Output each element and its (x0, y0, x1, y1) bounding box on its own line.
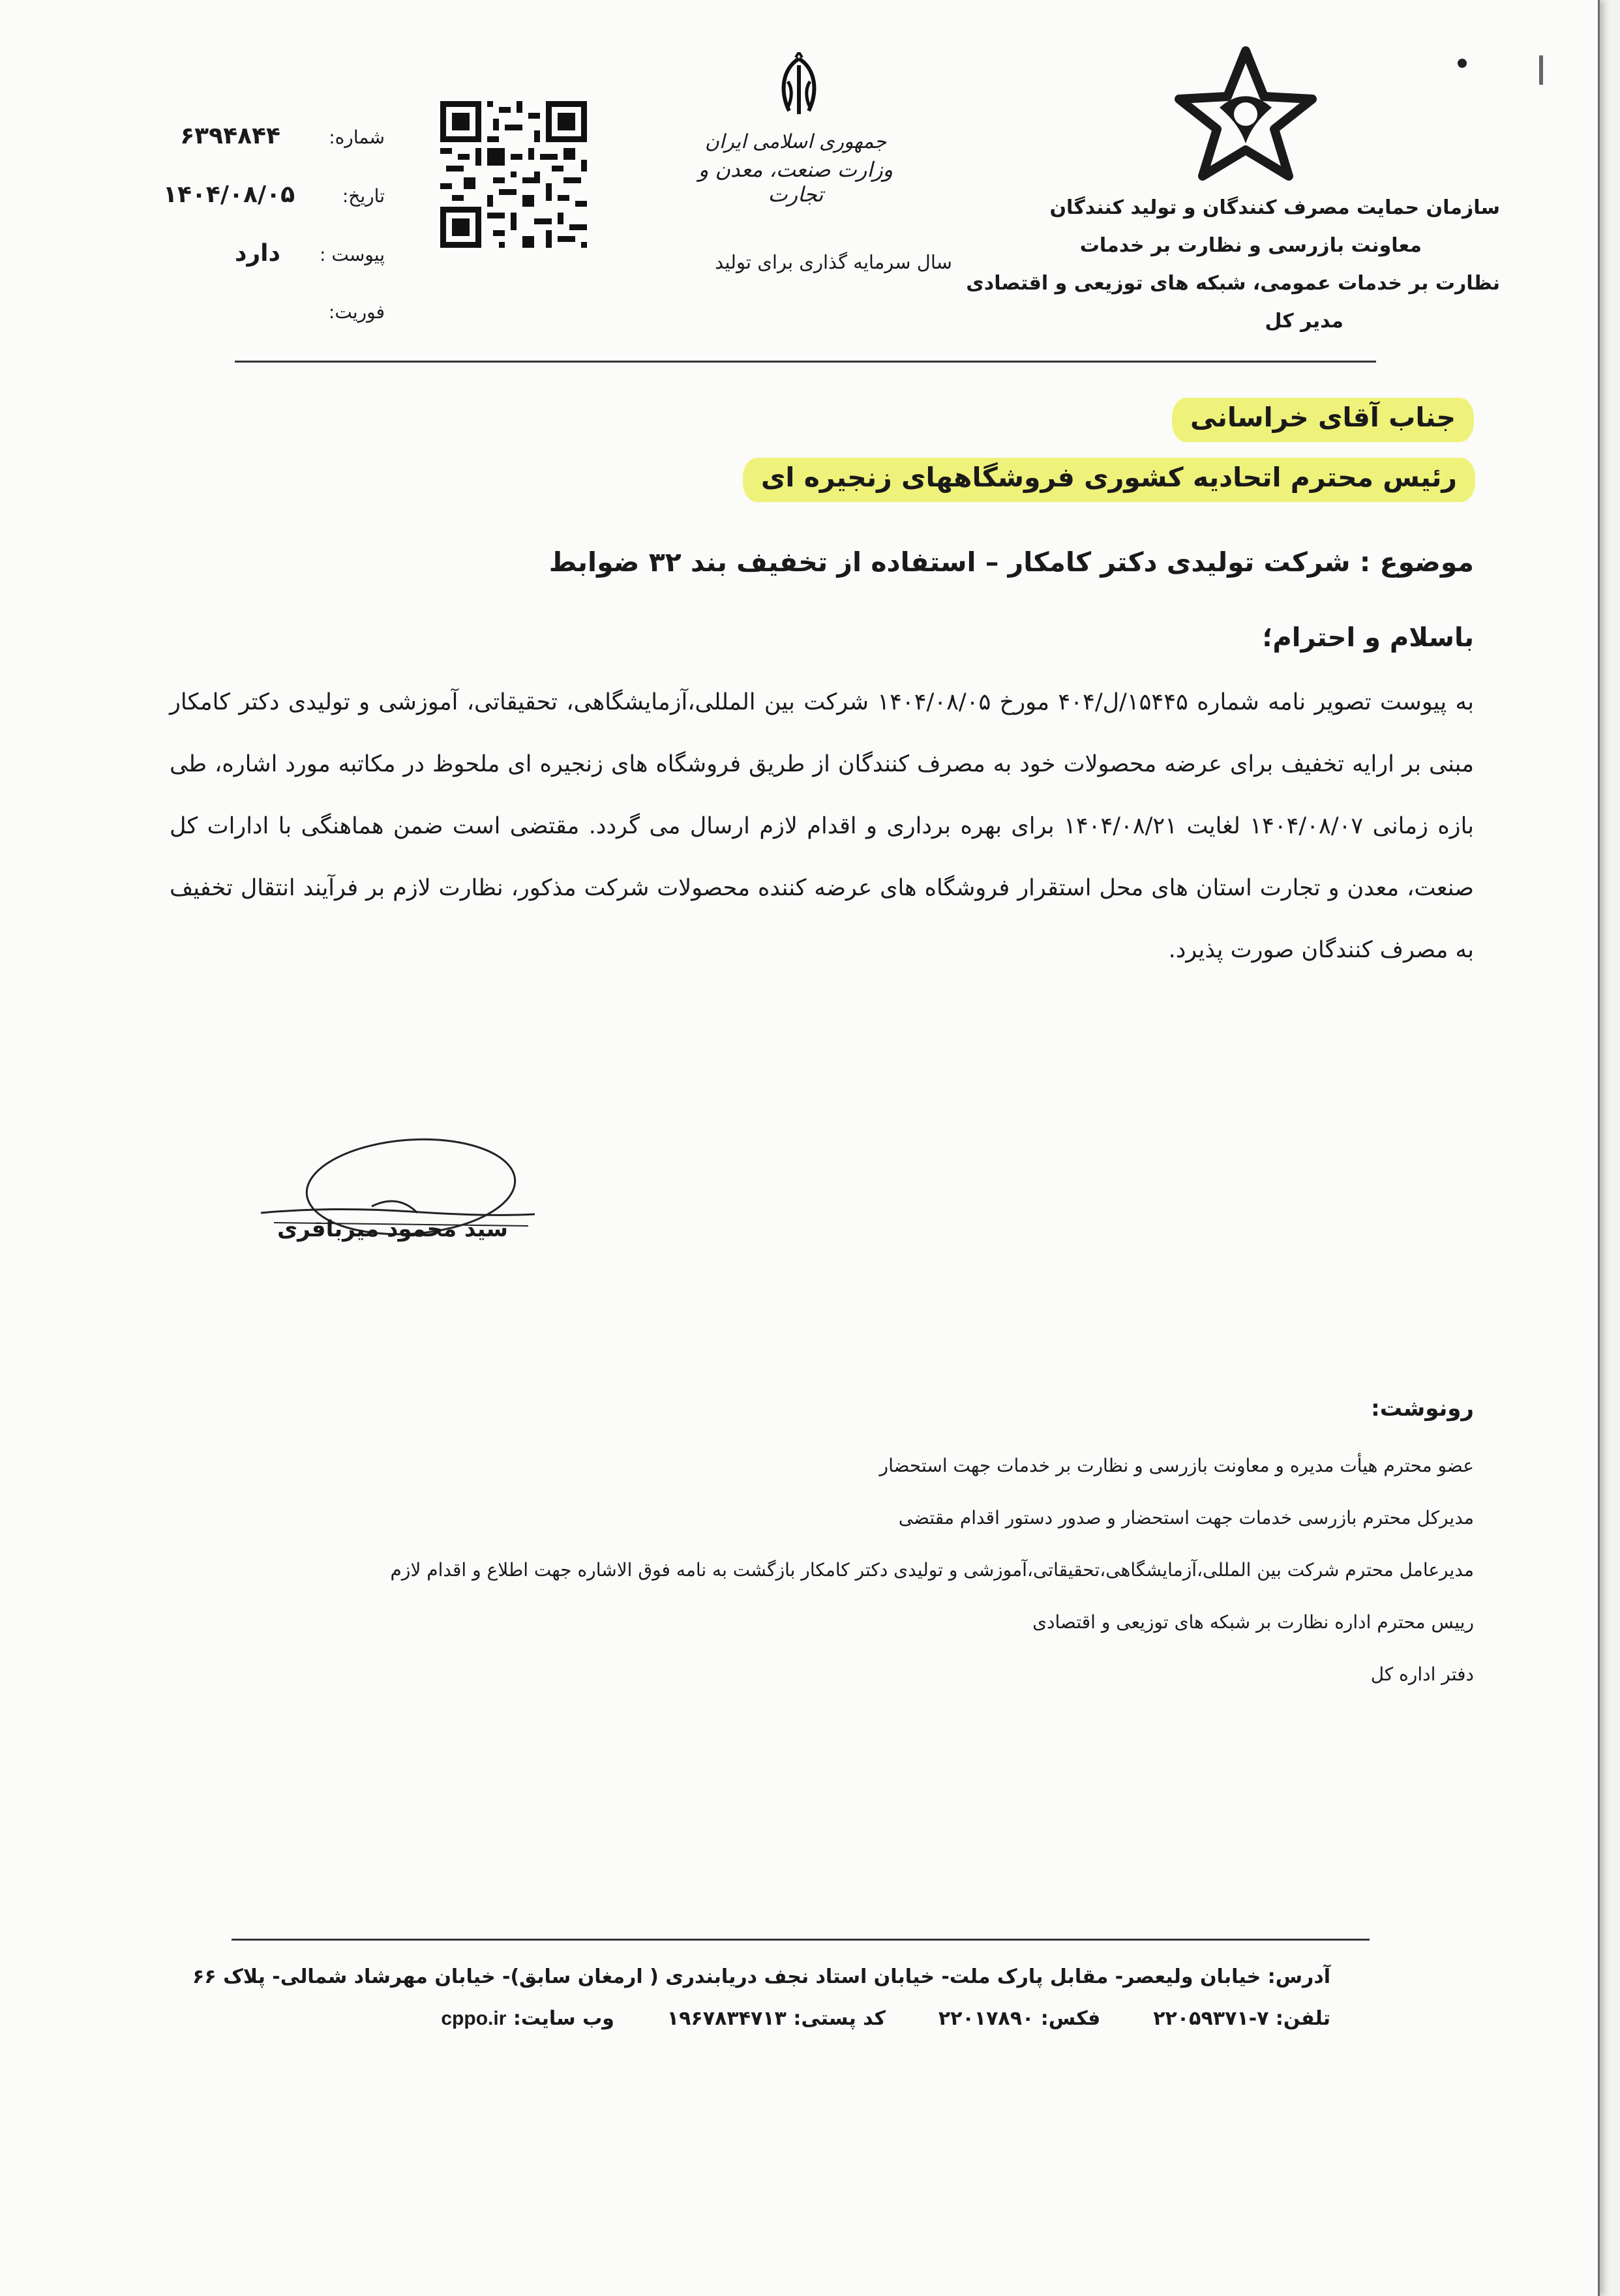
header-divider (235, 361, 1376, 363)
attachment-value: دارد (234, 240, 280, 267)
qr-code[interactable] (440, 101, 587, 248)
org-line: نظارت بر خدمات عمومی، شبکه های توزیعی و اقتصادی (966, 272, 1500, 295)
footer-postal: کد پستی: ۱۹۶۷۸۳۴۷۱۳ (667, 2007, 886, 2030)
subject-line: موضوع : شرکت تولیدی دکتر کامکار – استفاده از تخفیف بند ۳۲ ضوابط (548, 546, 1474, 578)
greeting: باسلام و احترام؛ (1262, 623, 1474, 653)
footer-fax: فکس: ۲۲۰۱۷۸۹۰ (938, 2007, 1101, 2030)
footer-address: آدرس: خیابان ولیعصر- مقابل پارک ملت- خیابان استاد نجف دریابندری ( ارمغان سابق)- خیابان مهرشاد شمالی- پلاک ۶۶ (192, 1965, 1330, 1988)
footer (183, 1956, 1330, 2040)
cc-item: مدیرکل محترم بازرسی خدمات جهت استحضار و صدور دستور اقدام مقتضی (898, 1507, 1474, 1528)
cc-list (170, 1440, 1474, 1701)
footer-phone: تلفن: ۷-۲۲۰۵۹۳۷۱ (1153, 2007, 1330, 2030)
organization-header (965, 189, 1500, 340)
footer-website-link[interactable]: cppo.ir (441, 2008, 507, 2029)
iran-emblem-icon (770, 52, 828, 124)
urgency-label: فوریت: (328, 301, 385, 323)
signatory-name: سید محمود میرباقری (277, 1216, 508, 1242)
scan-speck (1458, 59, 1467, 68)
org-line: مدیر کل (1265, 310, 1343, 333)
letter-meta (163, 108, 385, 341)
date-value: ۱۴۰۴/۰۸/۰۵ (163, 181, 295, 208)
cc-item: دفتر اداره کل (1370, 1663, 1474, 1685)
cc-item: رییس محترم اداره نظارت بر شبکه های توزیعی و اقتصادی (1032, 1611, 1474, 1633)
recipient-title: رئیس محترم اتحادیه کشوری فروشگاههای زنجیره ای (743, 458, 1475, 502)
footer-web-label: وب سایت: (513, 2007, 614, 2030)
org-line: سازمان حمایت مصرف کنندگان و تولید کنندگان (1049, 196, 1500, 219)
cc-title: رونوشت: (1371, 1395, 1474, 1422)
scan-speck (1539, 55, 1543, 85)
org-line: معاونت بازرسی و نظارت بر خدمات (1079, 234, 1422, 257)
cc-item: عضو محترم هیأت مدیره و معاونت بازرسی و نظارت بر خدمات جهت استحضار (879, 1455, 1474, 1476)
footer-divider (232, 1939, 1370, 1941)
organization-logo (1174, 46, 1317, 183)
number-label: شماره: (329, 127, 385, 148)
year-slogan: سال سرمایه گذاری برای تولید (715, 251, 952, 273)
number-value: ۶۳۹۴۸۴۴ (180, 123, 280, 149)
attachment-label: پیوست : (320, 244, 385, 265)
date-label: تاریخ: (342, 185, 385, 207)
ministry-line: جمهوری اسلامی ایران (704, 130, 887, 153)
cc-item: مدیرعامل محترم شرکت بین المللی،آزمایشگاهی،تحقیقاتی،آموزشی و تولیدی دکتر کامکار بازگشت به نامه فوق الاشاره جهت اطلاع و اقدام لازم (390, 1559, 1474, 1581)
recipient-name: جناب آقای خراسانی (1172, 398, 1474, 442)
letter-body: به پیوست تصویر نامه شماره ۱۵۴۴۵/ل/۴۰۴ مورخ ۱۴۰۴/۰۸/۰۵ شرکت بین المللی،آزمایشگاهی، تحقیقاتی، آموزشی و تولیدی دکتر کامکار مبنی بر ارایه تخفیف برای عرضه محصولات خود به مصرف کنندگان از طریق فروشگاه های زنجیره ای ملحوظ در مکاتبه مورد اشاره، طی بازه زمانی ۱۴۰۴/۰۸/۰۷ لغایت ۱۴۰۴/۰۸/۲۱ برای بهره برداری و اقدام لازم ارسال می گردد. مقتضی است ضمن هماهنگی با ادارات کل صنعت، معدن و تجارت استان های محل استقرار فروشگاه های عرضه کننده محصولات شرکت مذکور، نظارت لازم بر فرآیند انتقال تخفیف به مصرف کنندگان صورت پذیرد. (170, 689, 1474, 963)
footer-contacts (183, 1998, 1330, 2040)
ministry-line: وزارت صنعت، معدن و تجارت (698, 157, 893, 207)
ministry-title (678, 130, 913, 207)
